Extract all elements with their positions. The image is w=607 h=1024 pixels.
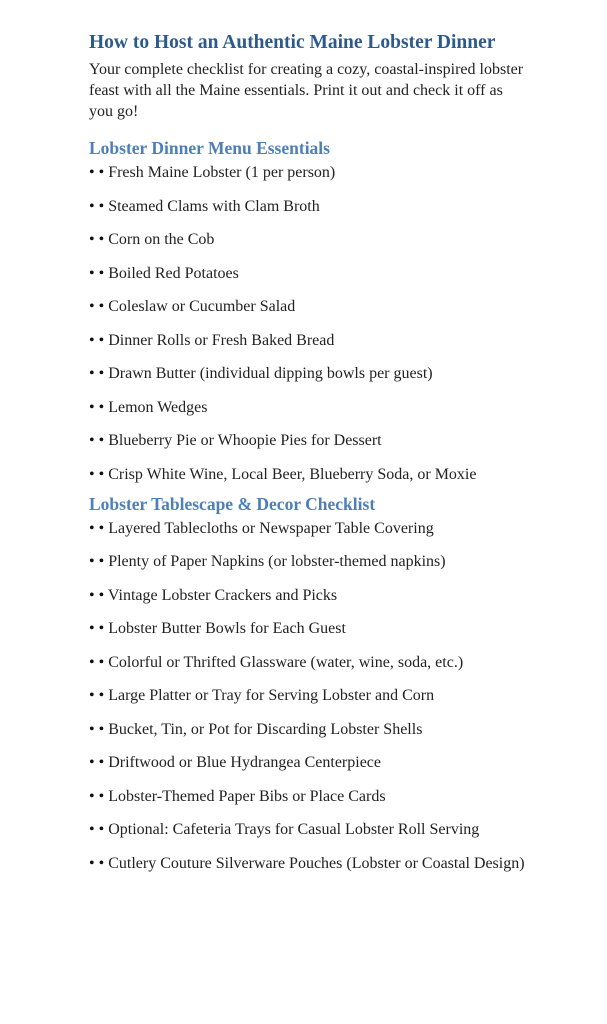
list-item — [89, 396, 529, 419]
list-item — [89, 295, 529, 318]
list-item — [89, 651, 529, 674]
bullet-icon: • • — [89, 365, 105, 382]
list-item-text: Driftwood or Blue Hydrangea Centerpiece — [108, 754, 381, 771]
list-item — [89, 584, 529, 607]
list-item-text: Optional: Cafeteria Trays for Casual Lobster Roll Serving — [108, 821, 480, 838]
bullet-icon: • • — [89, 398, 105, 416]
list-item-text: Crisp White Wine, Local Beer, Blueberry Soda, or Moxie — [108, 465, 477, 483]
list-item — [89, 463, 529, 486]
decor-checklist-list — [89, 517, 529, 875]
bullet-icon: • • — [89, 687, 105, 704]
bullet-icon: • • — [89, 720, 105, 738]
bullet-icon: • • — [89, 620, 105, 637]
list-item-text: Corn on the Cob — [108, 231, 215, 248]
list-item-text: Dinner Rolls or Fresh Baked Bread — [108, 331, 335, 349]
list-item — [89, 818, 529, 841]
list-item — [89, 329, 529, 352]
section-heading-decor: Lobster Tablescape & Decor Checklist — [89, 493, 376, 514]
list-item-text: Coleslaw or Cucumber Salad — [108, 298, 296, 315]
list-item-text: Lobster-Themed Paper Bibs or Place Cards — [108, 787, 386, 805]
list-item — [89, 362, 529, 385]
list-item-text: Blueberry Pie or Whoopie Pies for Dessert — [108, 432, 382, 449]
bullet-icon: • • — [89, 586, 105, 604]
list-item-text: Lobster Butter Bowls for Each Guest — [108, 620, 346, 637]
bullet-icon: • • — [89, 298, 105, 315]
section-heading-menu: Lobster Dinner Menu Essentials — [89, 138, 330, 158]
list-item — [89, 785, 529, 808]
bullet-icon: • • — [89, 264, 105, 282]
list-item — [89, 751, 529, 774]
list-item — [89, 161, 529, 184]
list-item-text: Colorful or Thrifted Glassware (water, wine, soda, etc.) — [108, 653, 464, 671]
list-item — [89, 195, 529, 218]
bullet-icon: • • — [89, 197, 105, 215]
list-item — [89, 550, 529, 573]
page-title: How to Host an Authentic Maine Lobster Dinner — [89, 32, 496, 53]
list-item-text: Large Platter or Tray for Serving Lobster and Corn — [108, 687, 435, 704]
list-item — [89, 718, 529, 741]
list-item-text: Plenty of Paper Napkins (or lobster-themed napkins) — [108, 553, 446, 570]
bullet-icon: • • — [89, 754, 105, 771]
bullet-icon: • • — [89, 519, 105, 537]
bullet-icon: • • — [89, 653, 105, 671]
list-item-text: Drawn Butter (individual dipping bowls per guest) — [108, 365, 433, 382]
list-item-text: Lemon Wedges — [108, 398, 208, 416]
list-item-text: Cutlery Couture Silverware Pouches (Lobster or Coastal Design) — [108, 854, 525, 872]
list-item — [89, 852, 529, 875]
list-item — [89, 228, 529, 251]
bullet-icon: • • — [89, 553, 105, 570]
list-item — [89, 617, 529, 640]
bullet-icon: • • — [89, 821, 105, 838]
list-item-text: Boiled Red Potatoes — [108, 264, 239, 282]
bullet-icon: • • — [89, 787, 105, 805]
menu-essentials-list — [89, 161, 529, 486]
list-item-text: Fresh Maine Lobster (1 per person) — [108, 164, 336, 181]
bullet-icon: • • — [89, 231, 105, 248]
list-item — [89, 517, 529, 540]
bullet-icon: • • — [89, 465, 105, 483]
list-item — [89, 262, 529, 285]
list-item-text: Bucket, Tin, or Pot for Discarding Lobster Shells — [108, 720, 423, 738]
bullet-icon: • • — [89, 854, 105, 872]
list-item-text: Steamed Clams with Clam Broth — [108, 197, 320, 215]
bullet-icon: • • — [89, 164, 105, 181]
list-item — [89, 684, 529, 707]
intro-paragraph: Your complete checklist for creating a cozy, coastal-inspired lobster feast with all the Maine essentials. Print it out and check it off as you go! — [89, 61, 524, 120]
list-item-text: Vintage Lobster Crackers and Picks — [107, 586, 338, 604]
bullet-icon: • • — [89, 331, 105, 349]
bullet-icon: • • — [89, 432, 105, 449]
list-item-text: Layered Tablecloths or Newspaper Table Covering — [108, 519, 434, 537]
list-item — [89, 429, 529, 452]
checklist-article — [89, 30, 529, 875]
